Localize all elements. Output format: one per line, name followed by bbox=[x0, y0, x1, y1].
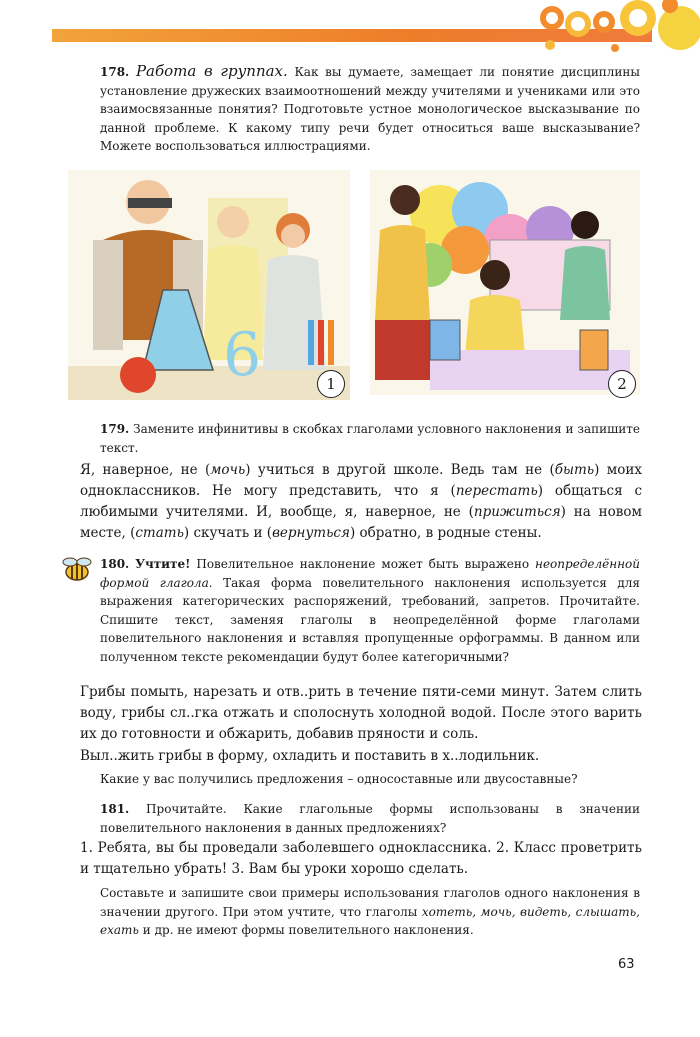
illustration-children-painting bbox=[370, 170, 640, 395]
exercise-text: Как вы думаете, замещает ли понятие дисциплины установление дружеских взаимоотношений между учителями и учениками или это взаимосвязанные понятия? Подготовьте устное монологическое высказывание по данной проблеме. К какому типу речи будет относиться ваше высказывание? Можете воспользоваться иллюстрациями. bbox=[100, 65, 640, 153]
exercise-181-note bbox=[100, 884, 640, 940]
note-lead: Учтите! bbox=[135, 557, 191, 571]
text-fragment: ) на новом месте, ( bbox=[80, 504, 643, 541]
illustration-number-2: 2 bbox=[608, 370, 636, 398]
infinitive: быть bbox=[554, 462, 595, 478]
exercise-178 bbox=[100, 62, 640, 156]
exercise-number: 178. bbox=[100, 65, 130, 79]
exercise-180 bbox=[100, 555, 640, 666]
attention-bee-icon bbox=[60, 556, 94, 584]
exercise-number: 181. bbox=[100, 802, 130, 816]
text-fragment: ) общаться с любимыми учителями. И, вообще, я, наверное, не ( bbox=[80, 483, 643, 520]
exercise-181 bbox=[100, 800, 640, 837]
exercise-number: 179. bbox=[100, 422, 130, 436]
exercise-180-paragraph-2: Выл..жить грибы в форму, охладить и поставить в х..лодильник. bbox=[80, 748, 540, 764]
text-fragment: и др. не имеют формы повелительного наклонения. bbox=[138, 923, 474, 937]
text-fragment: Такая форма повелительного наклонения используется для выражения категорических распоряжений, требований, запретов. Прочитайте. Спишите текст, заменяя глаголы в неопределённой форме глаголами повелительного наклонения и вставляя пропущенные орфограммы. В данном или полученном тексте рекомендации будут более категоричными? bbox=[100, 575, 640, 664]
decorative-circles bbox=[520, 0, 700, 60]
text-fragment: ) учиться в другой школе. Ведь там не ( bbox=[245, 462, 555, 478]
exercise-task: Замените инфинитивы в скобках глаголами условного наклонения и запишите текст. bbox=[100, 422, 640, 455]
italic-verbs: хотеть, мочь, видеть, слышать, ехать bbox=[100, 904, 640, 937]
infinitive: стать bbox=[135, 525, 184, 541]
svg-text:6: 6 bbox=[223, 320, 262, 390]
text-fragment: ) обратно, в родные стены. bbox=[349, 525, 542, 541]
text-fragment: Составьте и запишите свои примеры использования глаголов одного наклонения в значении другого. При этом учтите, что глаголы bbox=[100, 886, 640, 919]
text-fragment: Повелительное наклонение может быть выражено bbox=[190, 557, 536, 571]
text-fragment: Я, наверное, не ( bbox=[80, 462, 211, 478]
exercise-number: 180. bbox=[100, 557, 130, 571]
exercise-179 bbox=[100, 420, 640, 457]
illustration-teachers-lab bbox=[68, 170, 350, 400]
exercise-label: Работа в группах. bbox=[135, 62, 288, 80]
exercise-181-text: 1. Ребята, вы бы проведали заболевшего одноклассника. 2. Класс проветрить и тщательно убрать! 3. Вам бы уроки хорошо сделать. bbox=[80, 840, 642, 877]
infinitive: вернуться bbox=[272, 525, 350, 541]
exercise-180-paragraph-1: Грибы помыть, нарезать и отв..рить в течение пяти-семи минут. Затем слить воду, грибы сл..гка отжать и сполоснуть холодной водой. После этого варить их до готовности и обжарить, добавив пряности и соль. bbox=[80, 684, 642, 742]
exercise-180-question: Какие у вас получились предложения – односоставные или двусоставные? bbox=[100, 772, 578, 786]
italic-term: неопределённой формой глагола. bbox=[100, 557, 640, 590]
text-fragment: ) скучать и ( bbox=[183, 525, 273, 541]
infinitive: перестать bbox=[455, 483, 538, 499]
illustration-number-1: 1 bbox=[317, 370, 345, 398]
exercise-179-text bbox=[80, 460, 642, 544]
exercise-task: Прочитайте. Какие глагольные формы использованы в значении повелительного наклонения в данных предложениях? bbox=[100, 802, 640, 835]
page-number: 63 bbox=[618, 957, 635, 972]
infinitive: мочь bbox=[210, 462, 246, 478]
infinitive: прижиться bbox=[473, 504, 561, 520]
text-fragment: ) моих одноклассников. Не могу представить, что я ( bbox=[80, 462, 642, 499]
